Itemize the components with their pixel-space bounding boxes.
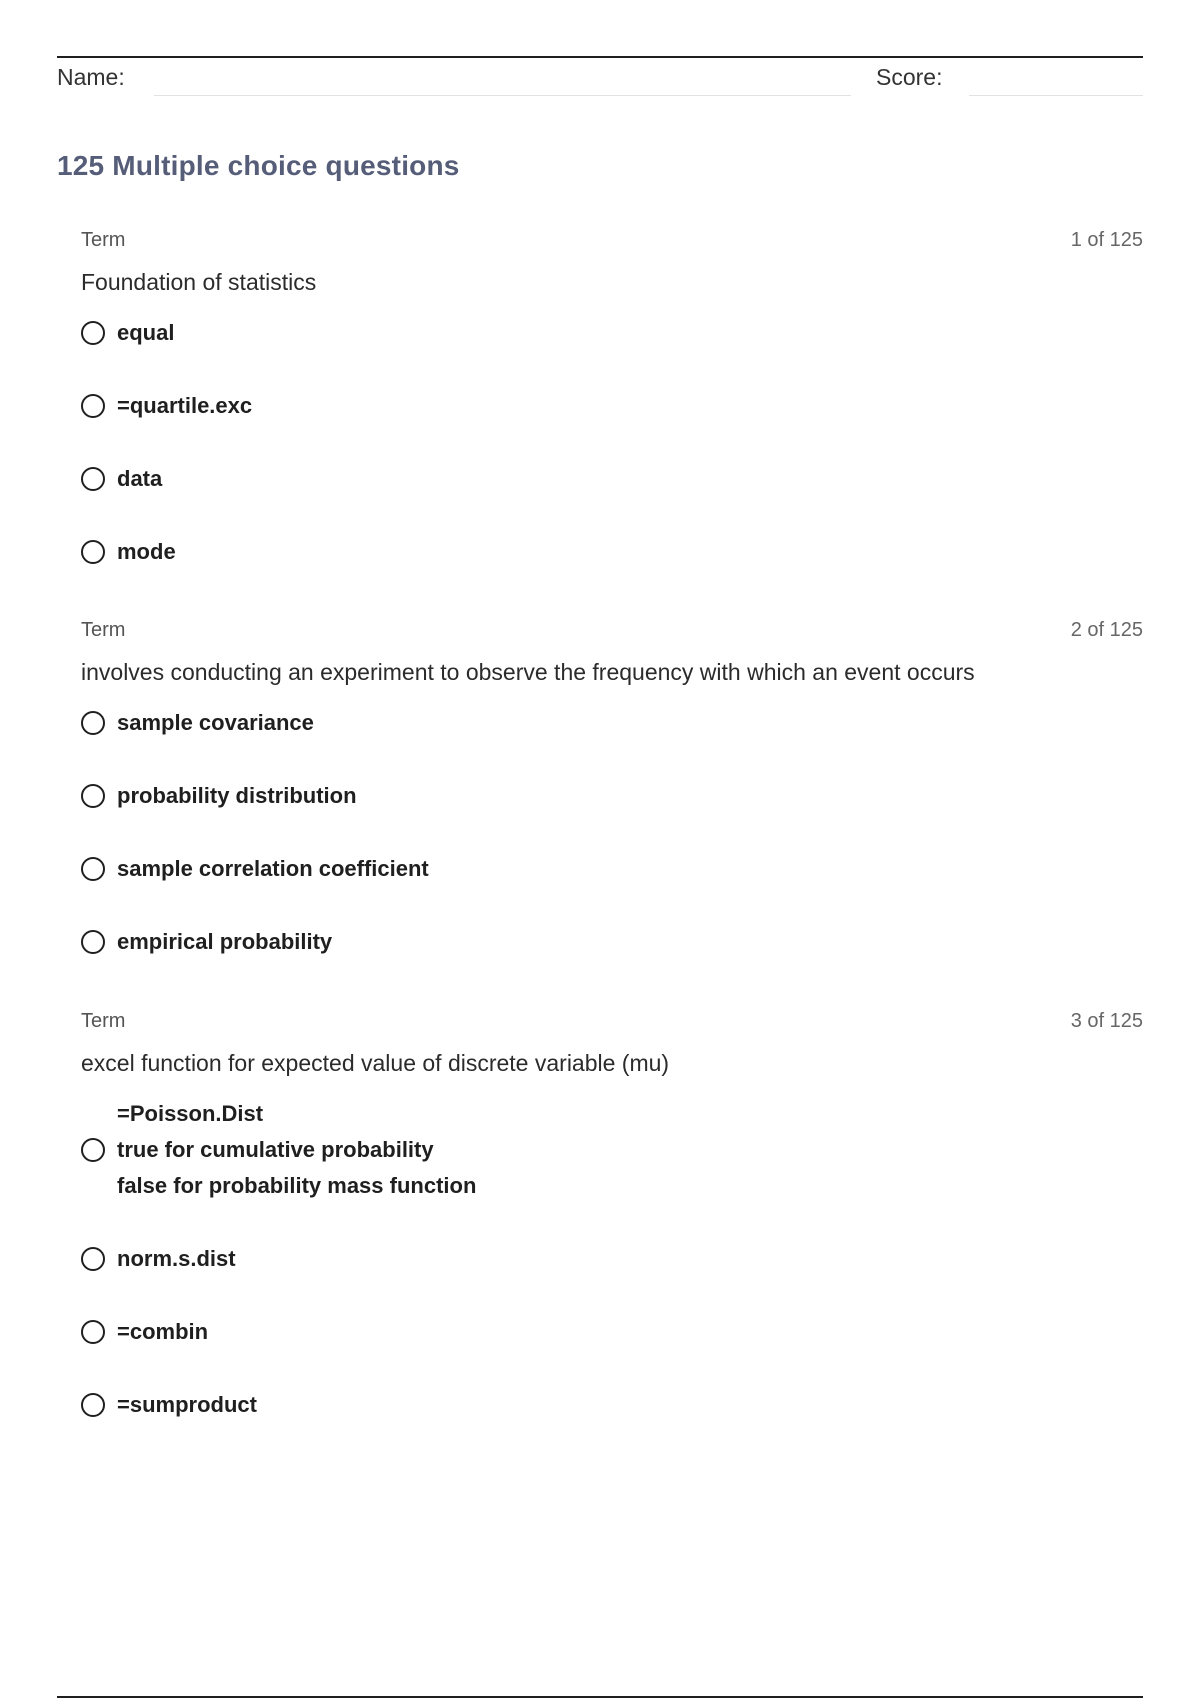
top-divider <box>57 56 1143 58</box>
answer-label: empirical probability <box>117 929 333 954</box>
name-label: Name: <box>57 64 125 90</box>
radio-icon[interactable] <box>81 930 105 954</box>
answer-label: =combin <box>117 1319 209 1344</box>
radio-icon[interactable] <box>81 394 105 418</box>
question-meta <box>81 1010 1143 1036</box>
radio-icon[interactable] <box>81 857 105 881</box>
radio-icon[interactable] <box>81 784 105 808</box>
answer-option[interactable] <box>81 778 1143 814</box>
answer-label: sample covariance <box>117 710 314 735</box>
radio-icon[interactable] <box>81 1393 105 1417</box>
page-title: 125 Multiple choice questions <box>57 150 460 181</box>
question-meta <box>81 229 1143 255</box>
score-field[interactable] <box>969 95 1143 96</box>
answer-label: =sumproduct <box>117 1392 257 1417</box>
answer-label: =Poisson.Dist true for cumulative probability false for probability mass function <box>117 1101 477 1198</box>
radio-icon[interactable] <box>81 321 105 345</box>
bottom-divider <box>57 1696 1143 1698</box>
answer-options <box>81 705 1143 960</box>
answer-option[interactable] <box>81 388 1143 424</box>
answer-label: norm.s.dist <box>117 1246 236 1271</box>
term-label: Term <box>81 229 126 251</box>
answer-label: probability distribution <box>117 783 357 808</box>
answer-options <box>81 315 1143 570</box>
answer-label: mode <box>117 539 176 564</box>
question-1 <box>81 229 1143 607</box>
answer-label: sample correlation coefficient <box>117 856 429 881</box>
answer-label: equal <box>117 320 175 345</box>
question-3 <box>81 1010 1143 1460</box>
term-label: Term <box>81 619 126 641</box>
answer-label: =quartile.exc <box>117 393 253 418</box>
answer-option[interactable] <box>81 1241 1143 1277</box>
question-counter: 1 of 125 <box>1070 229 1143 251</box>
answer-option[interactable] <box>81 924 1143 960</box>
answer-option[interactable] <box>81 851 1143 887</box>
question-2 <box>81 619 1143 997</box>
radio-icon[interactable] <box>81 711 105 735</box>
answer-option[interactable] <box>81 705 1143 741</box>
answer-option[interactable] <box>81 1096 1143 1204</box>
header-row <box>57 62 1143 98</box>
radio-icon[interactable] <box>81 1247 105 1271</box>
question-counter: 3 of 125 <box>1070 1010 1143 1032</box>
question-text: Foundation of statistics <box>81 269 317 295</box>
name-field[interactable] <box>154 95 851 96</box>
answer-option[interactable] <box>81 1387 1143 1423</box>
question-text: excel function for expected value of discrete variable (mu) <box>81 1050 670 1076</box>
question-counter: 2 of 125 <box>1070 619 1143 641</box>
radio-icon[interactable] <box>81 1138 105 1162</box>
question-meta <box>81 619 1143 645</box>
radio-icon[interactable] <box>81 540 105 564</box>
answer-label: data <box>117 466 163 491</box>
answer-options <box>81 1096 1143 1423</box>
answer-option[interactable] <box>81 534 1143 570</box>
radio-icon[interactable] <box>81 467 105 491</box>
answer-option[interactable] <box>81 1314 1143 1350</box>
quiz-page <box>57 0 1143 1700</box>
answer-option[interactable] <box>81 315 1143 351</box>
radio-icon[interactable] <box>81 1320 105 1344</box>
question-text: involves conducting an experiment to observe the frequency with which an event occurs <box>81 659 975 685</box>
answer-option[interactable] <box>81 461 1143 497</box>
term-label: Term <box>81 1010 126 1032</box>
score-label: Score: <box>876 64 943 90</box>
